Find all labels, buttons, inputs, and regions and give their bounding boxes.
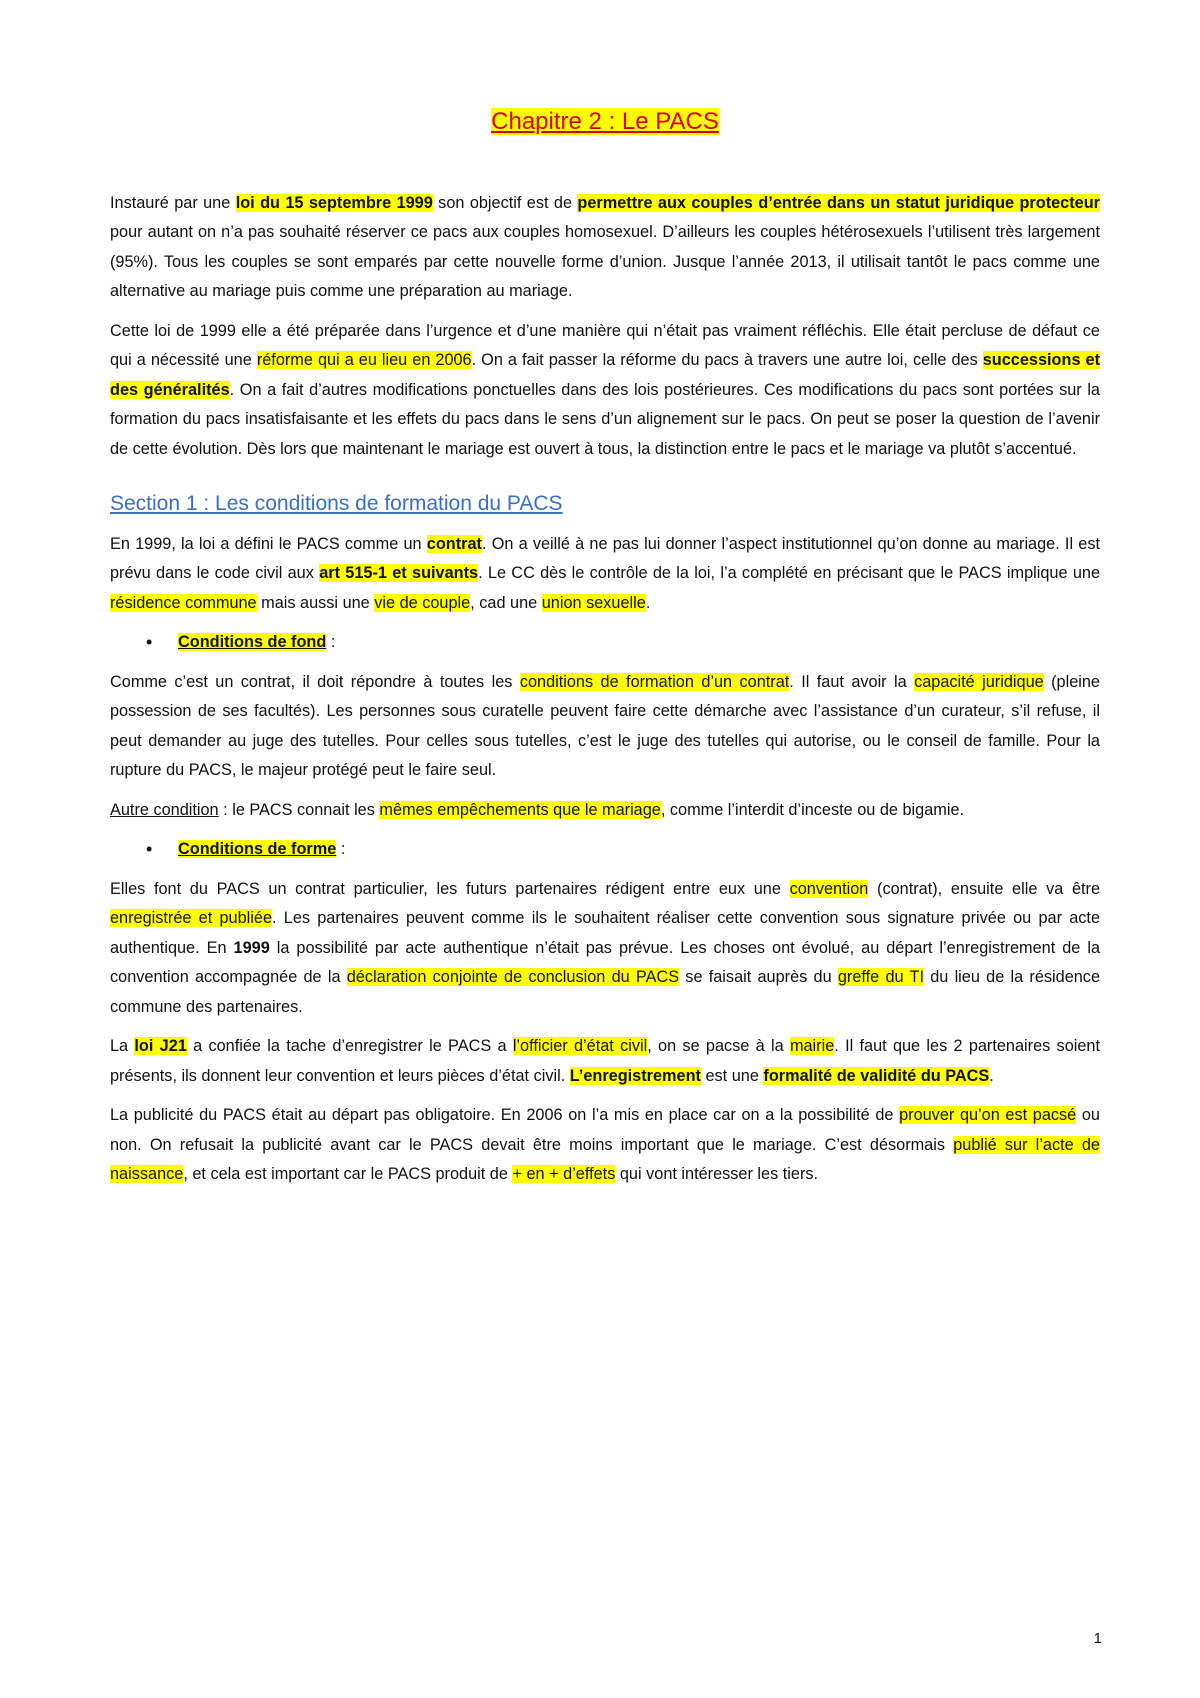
text-run: . — [645, 593, 651, 612]
paragraph-loi-1999 — [110, 317, 1100, 465]
text-run: , comme l’interdit d’inceste ou de bigamie. — [660, 800, 965, 819]
highlighted-text: mairie — [789, 1037, 835, 1056]
paragraph-conditions-forme — [110, 875, 1100, 1023]
text-run: , cad une — [470, 593, 542, 612]
highlighted-text: publié sur l’acte de naissance — [110, 1135, 1100, 1184]
highlighted-text: successions et des généralités — [110, 351, 1100, 399]
highlighted-text: l’officier d’état civil — [512, 1037, 648, 1056]
highlighted-text: L’enregistrement — [569, 1066, 701, 1085]
highlighted-text: réforme qui a eu lieu en 2006 — [256, 351, 472, 370]
bullet-suffix: : — [326, 633, 336, 652]
paragraph-autre-condition — [110, 796, 1100, 826]
text-run: se faisait auprès du — [679, 968, 838, 987]
text-run: . Les partenaires peuvent comme ils le souhaitent réaliser cette convention sous signature privée ou par acte authentique. En — [110, 909, 1101, 957]
paragraph-conditions-fond — [110, 668, 1100, 786]
document-page — [110, 108, 1100, 1200]
highlighted-text: capacité juridique — [914, 672, 1044, 691]
highlighted-text: permettre aux couples d’entrée dans un statut juridique protecteur — [577, 193, 1100, 212]
highlighted-text: formalité de validité du PACS — [763, 1066, 990, 1085]
highlighted-text: + en + d’effets — [512, 1165, 616, 1184]
highlighted-text: loi du 15 septembre 1999 — [235, 193, 433, 212]
text-run: . Il faut que les 2 partenaires soient présents, ils donnent leur convention et leurs pièces d’état civil. — [110, 1037, 1101, 1085]
page-title — [110, 108, 1100, 137]
text-run: Autre condition — [110, 800, 219, 819]
text-run: 1999 — [233, 938, 270, 957]
text-run: . On a fait passer la réforme du pacs à travers une autre loi, celle des — [471, 351, 983, 370]
page-title-text: Chapitre 2 : Le PACS — [491, 108, 719, 135]
highlighted-text: résidence commune — [110, 593, 257, 612]
paragraph-loi-j21 — [110, 1032, 1100, 1091]
highlighted-text: conditions de formation d’un contrat — [519, 672, 790, 691]
highlighted-text: vie de couple — [374, 593, 471, 612]
text-run: , et cela est important car le PACS produit de — [183, 1165, 513, 1184]
bullet-icon: • — [146, 632, 153, 653]
text-run: mais aussi une — [256, 593, 375, 612]
highlighted-text: loi J21 — [134, 1037, 187, 1056]
highlighted-text: prouver qu’on est pacsé — [899, 1106, 1077, 1125]
bullet-conditions-forme — [110, 835, 1100, 865]
paragraph-intro — [110, 189, 1100, 307]
text-run: . Le CC dès le contrôle de la loi, l’a complété en précisant que le PACS implique une — [478, 564, 1100, 583]
highlighted-text: greffe du TI — [837, 968, 924, 987]
bullet-icon: • — [146, 839, 153, 860]
text-run: La — [110, 1037, 135, 1056]
text-run: Instauré par une — [110, 193, 236, 212]
highlighted-text: enregistrée et publiée — [110, 909, 273, 928]
text-run: Comme c’est un contrat, il doit répondre à toutes les — [110, 672, 520, 691]
text-run: son objectif est de — [432, 193, 578, 212]
text-run: qui vont intéresser les tiers. — [615, 1165, 819, 1184]
bullet-label: Conditions de fond — [178, 633, 327, 652]
text-run: . Il faut avoir la — [789, 672, 915, 691]
highlighted-text: déclaration conjointe de conclusion du PACS — [346, 968, 680, 987]
text-run: pour autant on n’a pas souhaité réserver ce pacs aux couples homosexuel. D’ailleurs les couples hétérosexuels l’utilisent très largement (95%). Tous les couples se sont emparés par cette nouvelle forme d’union. Jusque l’année 2013, il utilisait tantôt le pacs comme une alternative au mariage puis comme une préparation au mariage. — [110, 223, 1100, 301]
highlighted-text: art 515-1 et suivants — [319, 564, 479, 583]
section-heading: Section 1 : Les conditions de formation du PACS — [110, 492, 563, 516]
text-run: (pleine possession de ses facultés). Les personnes sous curatelle peuvent faire cette démarche avec l’assistance d’un curateur, s’il refuse, il peut demander au juge des tutelles. Pour celles sous tutelles, c’est le juge des tutelles qui autorise, ou le conseil de famille. Pour la rupture du PACS, le majeur protégé peut le faire seul. — [110, 672, 1100, 780]
bullet-suffix: : — [336, 840, 346, 859]
highlighted-text: mêmes empêchements que le mariage — [379, 800, 661, 819]
bullet-label: Conditions de forme — [178, 840, 337, 859]
text-run: Elles font du PACS un contrat particulier, les futurs partenaires rédigent entre eux une — [110, 879, 790, 898]
text-run: ou non. On refusait la publicité avant car le PACS devait être moins important que le mariage. C’est désormais — [110, 1106, 1100, 1154]
bullet-conditions-fond — [110, 628, 1100, 658]
text-run: La publicité du PACS était au départ pas obligatoire. En 2006 on l’a mis en place car on a la possibilité de — [110, 1106, 900, 1125]
text-run: Cette loi de 1999 elle a été préparée dans l’urgence et d’une manière qui n’était pas vraiment réfléchis. Elle était percluse de défaut ce qui a nécessité une — [110, 321, 1100, 370]
page-number: 1 — [1093, 1630, 1102, 1647]
highlighted-text: convention — [789, 879, 869, 898]
text-run: du lieu de la résidence commune des partenaires. — [110, 968, 1100, 1016]
text-run: . On a fait d’autres modifications ponctuelles dans des lois postérieures. Ces modifications du pacs sont portées sur la formation du pacs insatisfaisante et les effets du pacs dans le sens d’un alignement sur le pacs. On peut se poser la question de l’avenir de cette évolution. Dès lors que maintenant le mariage est ouvert à tous, la distinction entre le pacs et le mariage va plutôt s’accentué. — [110, 380, 1100, 458]
text-run: a confiée la tache d’enregistrer le PACS a — [186, 1037, 513, 1056]
text-run: la possibilité par acte authentique n’était pas prévue. Les choses ont évolué, au départ l’enregistrement de la convention accompagnée de la — [110, 938, 1100, 987]
paragraph-definition — [110, 530, 1100, 619]
text-run: . On a veillé à ne pas lui donner l’aspect institutionnel qu’on donne au mariage. Il est prévu dans le code civil aux — [110, 534, 1100, 583]
text-run: En 1999, la loi a défini le PACS comme un — [110, 534, 427, 553]
text-run: . — [989, 1066, 994, 1085]
text-run: (contrat), ensuite elle va être — [868, 879, 1100, 898]
paragraph-publicite — [110, 1101, 1100, 1190]
highlighted-text: union sexuelle — [541, 593, 646, 612]
text-run: , on se pacse à la — [647, 1037, 790, 1056]
highlighted-text: contrat — [426, 534, 482, 553]
text-run: est une — [700, 1066, 764, 1085]
text-run: : le PACS connait les — [218, 800, 380, 819]
